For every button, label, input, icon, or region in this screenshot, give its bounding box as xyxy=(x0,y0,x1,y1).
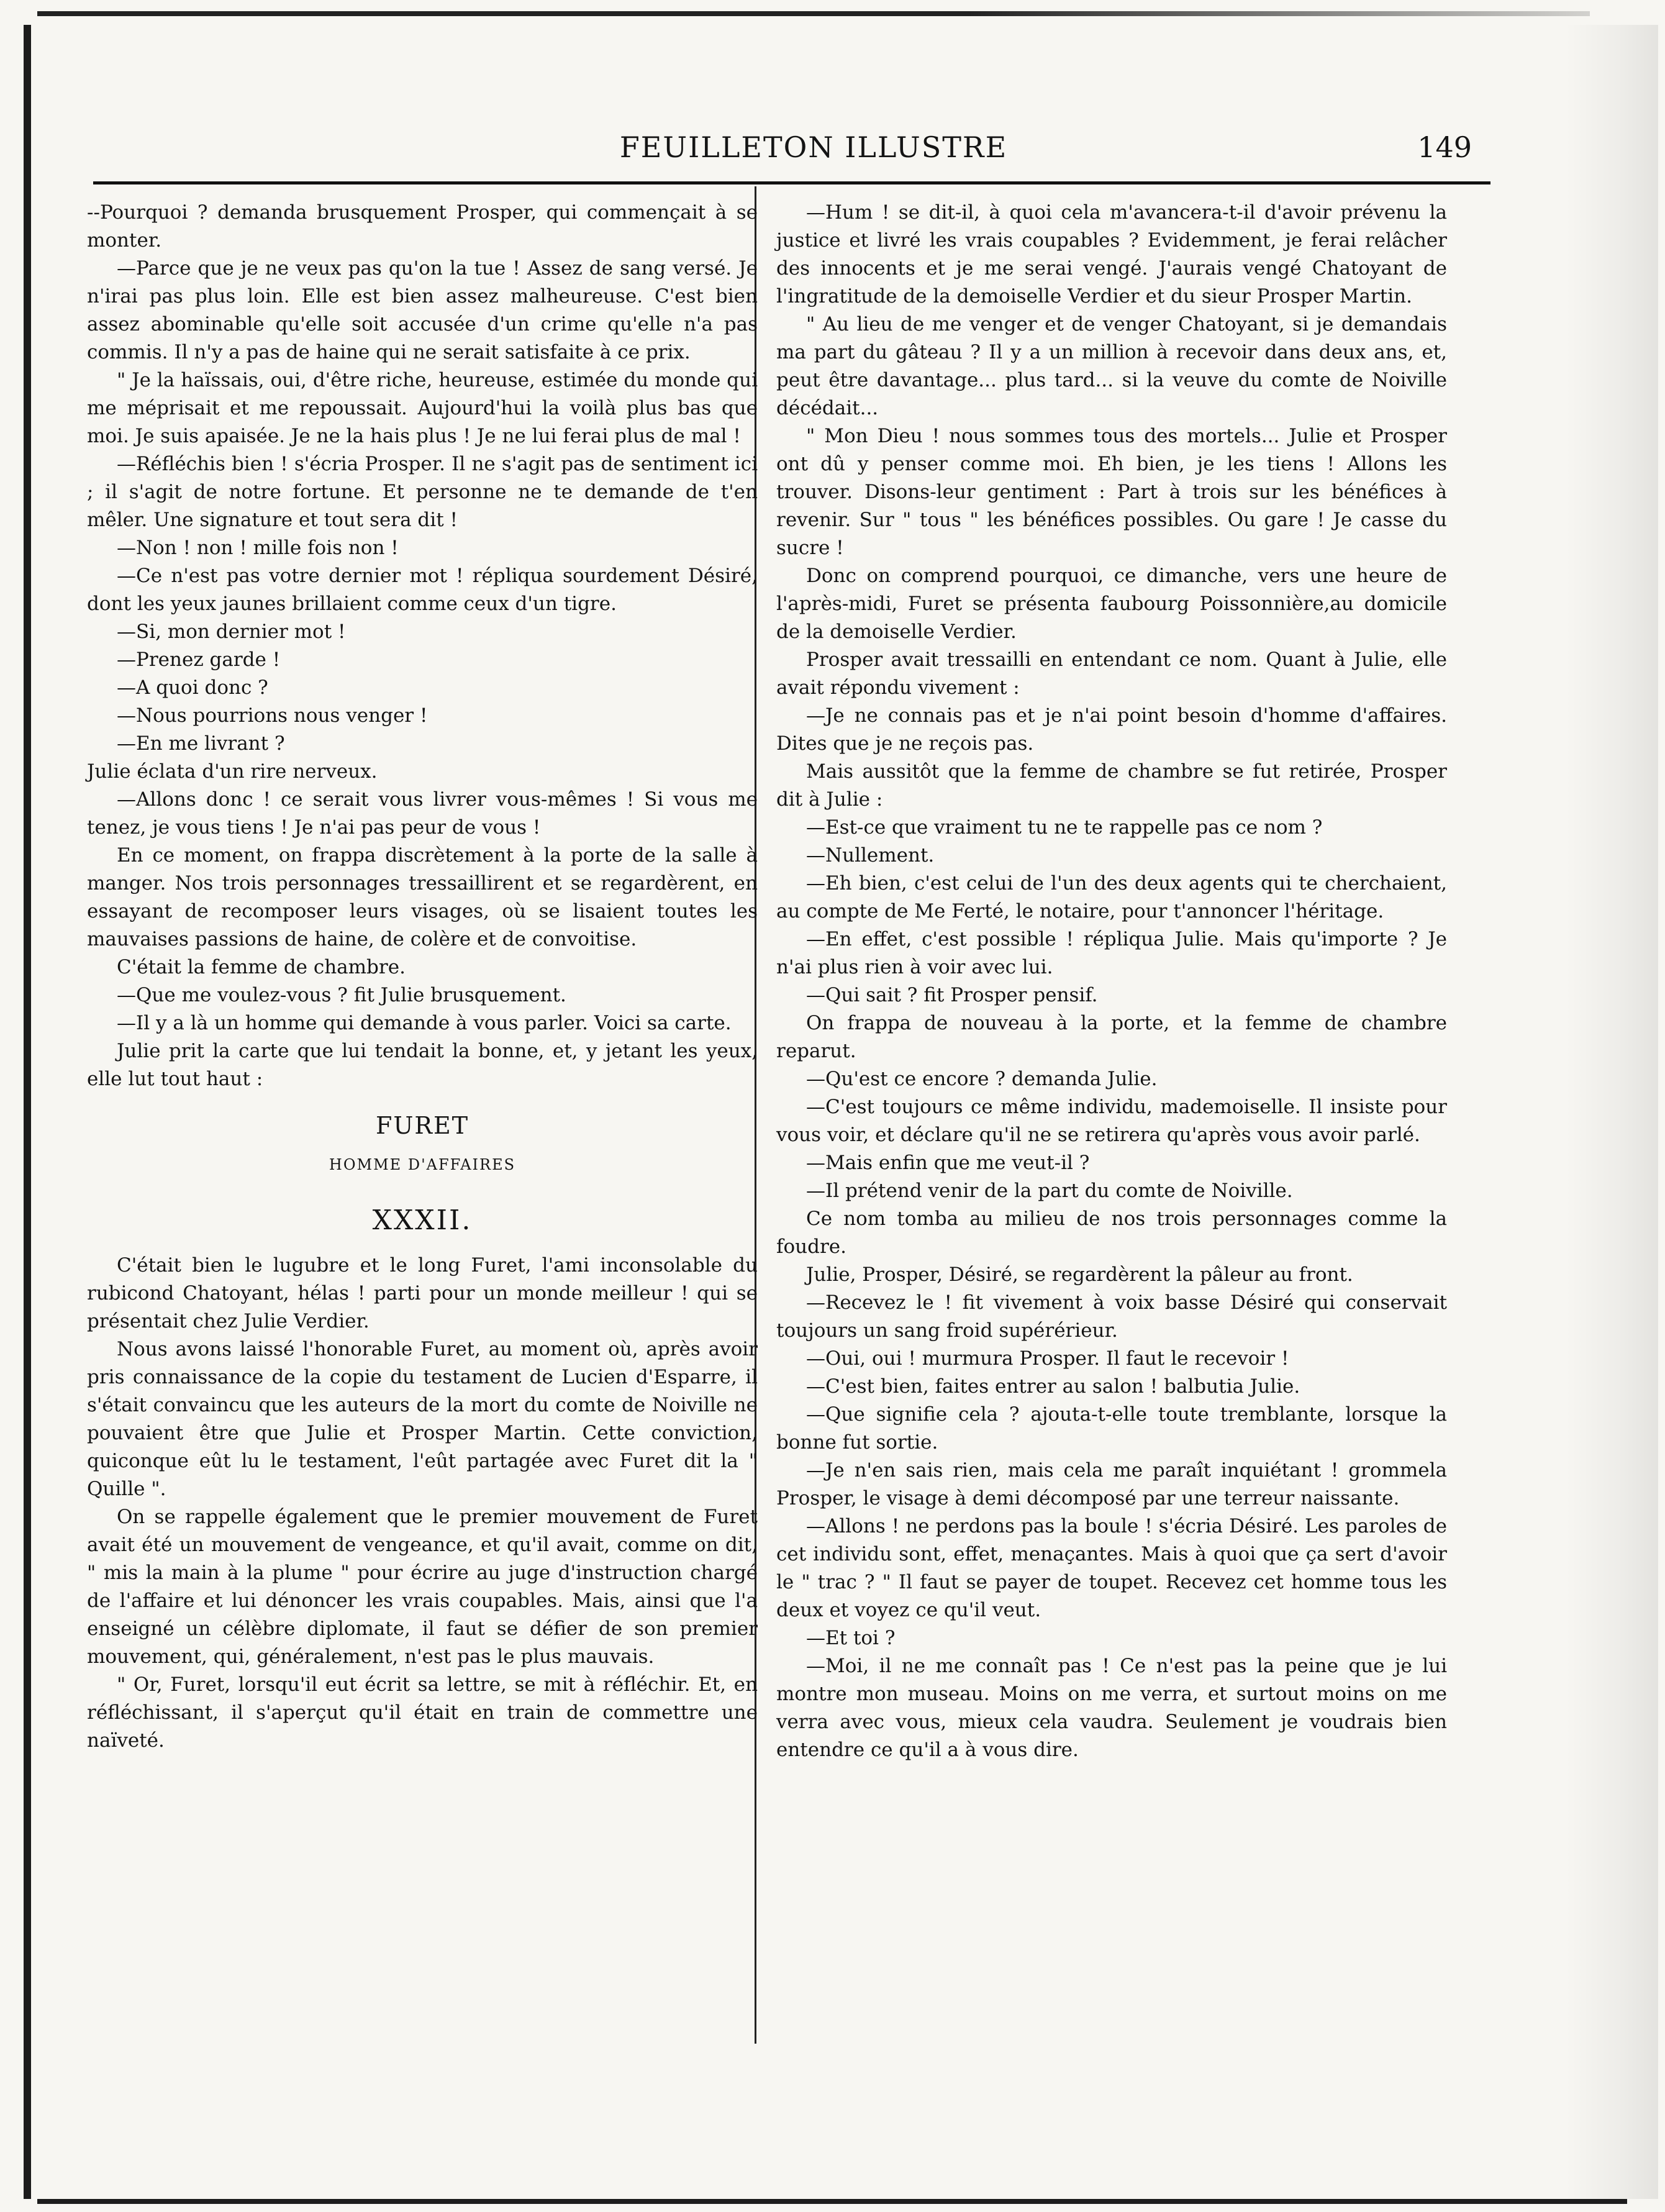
paragraph: —Je ne connais pas et je n'ai point besoin d'homme d'affaires. Dites que je ne reçois pas. xyxy=(776,704,1447,755)
paragraph: —Qu'est ce encore ? demanda Julie. xyxy=(806,1068,1158,1090)
page-header xyxy=(93,130,1490,180)
paragraph: En ce moment, on frappa discrètement à la porte de la salle à manger. Nos trois personnages tressaillirent et se regardèrent, en essayant de recomposer leurs visages, où se lisaient toutes les mauvaises passions de haine, de colère et de convoitise. xyxy=(87,844,758,950)
paragraph: —Qui sait ? fit Prosper pensif. xyxy=(806,984,1098,1006)
paragraph: —En effet, c'est possible ! répliqua Julie. Mais qu'importe ? Je n'ai plus rien à voir avec lui. xyxy=(776,928,1447,978)
paragraph: —Prenez garde ! xyxy=(117,649,281,671)
header-rule xyxy=(93,181,1490,184)
bottom-border-rule xyxy=(37,2199,1627,2204)
paragraph: " Au lieu de me venger et de venger Chatoyant, si je demandais ma part du gâteau ? Il y a un million à recevoir dans deux ans, et, peut être davantage... plus tard... si la veuve du comte de Noiville décédait... xyxy=(776,313,1447,419)
right-column xyxy=(776,199,1447,1764)
paragraph: —Si, mon dernier mot ! xyxy=(117,621,346,643)
paragraph: —Il prétend venir de la part du comte de Noiville. xyxy=(806,1180,1293,1202)
paragraph: —Recevez le ! fit vivement à voix basse Désiré qui conservait toujours un sang froid supérérieur. xyxy=(776,1291,1447,1342)
left-column xyxy=(87,199,758,1755)
paragraph: Nous avons laissé l'honorable Furet, au moment où, après avoir pris connaissance de la copie du testament de Lucien d'Esparre, il s'était convaincu que les auteurs de la mort du comte de Noiville ne pouvaient être que Julie et Prosper Martin. Cette conviction, quiconque eût lu le testament, l'eût partagée avec Furet dit la " Quille ". xyxy=(87,1338,758,1500)
paragraph: —Est-ce que vraiment tu ne te rappelle pas ce nom ? xyxy=(806,816,1323,839)
paragraph: —Moi, il ne me connaît pas ! Ce n'est pas la peine que je lui montre mon museau. Moins on me verra, et surtout moins on me verra avec vous, mieux cela vaudra. Seulement je voudrais bien entendre ce qu'il a à vous dire. xyxy=(776,1655,1447,1761)
paragraph: —C'est bien, faites entrer au salon ! balbutia Julie. xyxy=(806,1375,1300,1398)
paragraph: —Que signifie cela ? ajouta-t-elle toute tremblante, lorsque la bonne fut sortie. xyxy=(776,1403,1447,1454)
running-title: FEUILLETON ILLUSTRE xyxy=(619,130,1008,164)
paragraph: —Hum ! se dit-il, à quoi cela m'avancera-t-il d'avoir prévenu la justice et livré les vrais coupables ? Evidemment, je ferai relâcher des innocents et je me serai vengé. J'aurais vengé Chatoyant de l'ingratitude de la demoiselle Verdier et du sieur Prosper Martin. xyxy=(776,201,1447,307)
paragraph: " Or, Furet, lorsqu'il eut écrit sa lettre, se mit à réfléchir. Et, en réfléchissant, il s'aperçut qu'il était en train de commettre une naïveté. xyxy=(87,1673,758,1752)
paragraph: —Il y a là un homme qui demande à vous parler. Voici sa carte. xyxy=(117,1012,732,1034)
paragraph: Donc on comprend pourquoi, ce dimanche, vers une heure de l'après-midi, Furet se présenta faubourg Poissonnière,au domicile de la demoiselle Verdier. xyxy=(776,565,1447,643)
left-border-rule xyxy=(24,25,31,2199)
paragraph: —Ce n'est pas votre dernier mot ! répliqua sourdement Désiré, dont les yeux jaunes brillaient comme ceux d'un tigre. xyxy=(87,565,758,615)
paragraph: Julie éclata d'un rire nerveux. xyxy=(87,760,378,783)
page-edge-shadow xyxy=(1565,25,1658,2199)
paragraph: —Nullement. xyxy=(806,844,935,867)
paragraph: —Allons donc ! ce serait vous livrer vous-mêmes ! Si vous me tenez, je vous tiens ! Je n'ai pas peur de vous ! xyxy=(87,788,758,839)
paragraph: —Mais enfin que me veut-il ? xyxy=(806,1152,1090,1174)
paragraph: —Nous pourrions nous venger ! xyxy=(117,704,428,727)
chapter-heading: XXXII. xyxy=(372,1204,473,1236)
paragraph: —Oui, oui ! murmura Prosper. Il faut le recevoir ! xyxy=(806,1347,1289,1370)
paragraph: On se rappelle également que le premier mouvement de Furet avait été un mouvement de vengeance, et qu'il avait, comme on dit, " mis la main à la plume " pour écrire au juge d'instruction chargé de l'affaire et lui dénoncer les vrais coupables. Mais, ainsi que l'a enseigné un célèbre diplomate, il faut se défier de son premier mouvement, qui, généralement, n'est pas le plus mauvais. xyxy=(87,1506,758,1668)
paragraph: —En me livrant ? xyxy=(117,732,285,755)
paragraph: " Mon Dieu ! nous sommes tous des mortels... Julie et Prosper ont dû y penser comme moi. Eh bien, je les tiens ! Allons les trouver. Disons-leur gentiment : Part à trois sur les bénéfices à revenir. Sur " tous " les bénéfices possibles. Ou gare ! Je casse du sucre ! xyxy=(776,425,1447,559)
paragraph: " Je la haïssais, oui, d'être riche, heureuse, estimée du monde qui me méprisait et me repoussait. Aujourd'hui la voilà plus bas que moi. Je suis apaisée. Je ne la hais plus ! Je ne lui ferai plus de mal ! xyxy=(87,369,758,447)
page-number: 149 xyxy=(1417,130,1472,164)
paragraph: —Et toi ? xyxy=(806,1627,896,1649)
paragraph: Mais aussitôt que la femme de chambre se fut retirée, Prosper dit à Julie : xyxy=(776,760,1447,811)
paragraph: Ce nom tomba au milieu de nos trois personnages comme la foudre. xyxy=(776,1208,1447,1258)
paragraph: —A quoi donc ? xyxy=(117,676,268,699)
paragraph: —Je n'en sais rien, mais cela me paraît inquiétant ! grommela Prosper, le visage à demi décomposé par une terreur naissante. xyxy=(776,1459,1447,1509)
paragraph: —Eh bien, c'est celui de l'un des deux agents qui te cherchaient, au compte de Me Ferté, le notaire, pour t'annoncer l'héritage. xyxy=(776,872,1447,922)
paragraph: C'était bien le lugubre et le long Furet, l'ami inconsolable du rubicond Chatoyant, hélas ! parti pour un monde meilleur ! qui se présentait chez Julie Verdier. xyxy=(87,1254,758,1332)
paragraph: —Parce que je ne veux pas qu'on la tue ! Assez de sang versé. Je n'irai pas plus loin. Elle est bien assez malheureuse. C'est bien assez abominable qu'elle soit accusée d'un crime qu'elle n'a pas commis. Il n'y a pas de haine qui ne serait satisfaite à ce prix. xyxy=(87,257,758,363)
paragraph: C'était la femme de chambre. xyxy=(117,956,406,978)
paragraph: --Pourquoi ? demanda brusquement Prosper, qui commençait à se monter. xyxy=(87,201,758,252)
top-border-rule xyxy=(37,11,1590,16)
paragraph: On frappa de nouveau à la porte, et la femme de chambre reparut. xyxy=(776,1012,1447,1062)
card-subtitle: HOMME D'AFFAIRES xyxy=(329,1156,516,1173)
paragraph: Julie prit la carte que lui tendait la bonne, et, y jetant les yeux, elle lut tout haut : xyxy=(87,1040,758,1090)
paragraph: —C'est toujours ce même individu, mademoiselle. Il insiste pour vous voir, et déclare qu'il ne se retirera qu'après vous avoir parlé. xyxy=(776,1096,1447,1146)
paragraph: —Non ! non ! mille fois non ! xyxy=(117,537,399,559)
paragraph: Julie, Prosper, Désiré, se regardèrent la pâleur au front. xyxy=(806,1263,1353,1286)
paragraph: Prosper avait tressailli en entendant ce nom. Quant à Julie, elle avait répondu vivement : xyxy=(776,649,1447,699)
paragraph: —Que me voulez-vous ? fit Julie brusquement. xyxy=(117,984,566,1006)
paragraph: —Réfléchis bien ! s'écria Prosper. Il ne s'agit pas de sentiment ici ; il s'agit de notre fortune. Et personne ne te demande de t'en mêler. Une signature et tout sera dit ! xyxy=(87,453,758,531)
card-name: FURET xyxy=(375,1112,470,1139)
paragraph: —Allons ! ne perdons pas la boule ! s'écria Désiré. Les paroles de cet individu sont, effet, menaçantes. Mais à quoi que ça sert d'avoir le " trac ? " Il faut se payer de toupet. Recevez cet homme tous les deux et voyez ce qu'il veut. xyxy=(776,1515,1447,1621)
